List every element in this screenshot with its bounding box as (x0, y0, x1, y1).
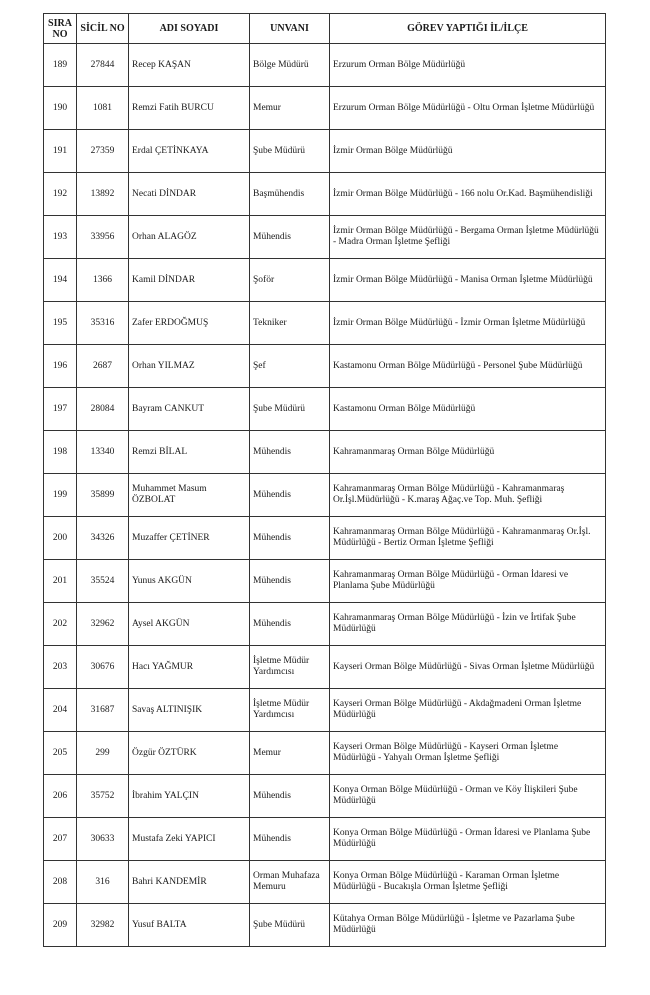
cell-adi-soyadi: Recep KAŞAN (129, 44, 250, 87)
cell-adi-soyadi: Bayram CANKUT (129, 388, 250, 431)
cell-sicil: 27359 (77, 130, 129, 173)
cell-sicil: 13892 (77, 173, 129, 216)
cell-adi-soyadi: Özgür ÖZTÜRK (129, 732, 250, 775)
cell-sira: 190 (44, 87, 77, 130)
cell-adi-soyadi: Remzi Fatih BURCU (129, 87, 250, 130)
cell-gorev: Kayseri Orman Bölge Müdürlüğü - Kayseri Orman İşletme Müdürlüğü - Yahyalı Orman İşletme Şefliği (330, 732, 606, 775)
cell-sira: 200 (44, 517, 77, 560)
cell-sicil: 316 (77, 861, 129, 904)
cell-gorev: Kastamonu Orman Bölge Müdürlüğü - Personel Şube Müdürlüğü (330, 345, 606, 388)
header-gorev: GÖREV YAPTIĞI İL/İLÇE (330, 14, 606, 44)
cell-unvani: Mühendis (250, 775, 330, 818)
cell-gorev: İzmir Orman Bölge Müdürlüğü - Bergama Orman İşletme Müdürlüğü - Madra Orman İşletme Şefliği (330, 216, 606, 259)
table-row (44, 259, 606, 302)
cell-gorev: Kayseri Orman Bölge Müdürlüğü - Sivas Orman İşletme Müdürlüğü (330, 646, 606, 689)
header-unvani: UNVANI (250, 14, 330, 44)
cell-sicil: 30676 (77, 646, 129, 689)
cell-gorev: Kastamonu Orman Bölge Müdürlüğü (330, 388, 606, 431)
cell-sira: 199 (44, 474, 77, 517)
cell-adi-soyadi: Muzaffer ÇETİNER (129, 517, 250, 560)
cell-sira: 205 (44, 732, 77, 775)
cell-unvani: Şube Müdürü (250, 904, 330, 947)
cell-sicil: 2687 (77, 345, 129, 388)
cell-adi-soyadi: Yusuf BALTA (129, 904, 250, 947)
cell-gorev: Kahramanmaraş Orman Bölge Müdürlüğü - Kahramanmaraş Or.İşl. Müdürlüğü - Bertiz Orman İşletme Şefliği (330, 517, 606, 560)
table-row (44, 388, 606, 431)
cell-gorev: İzmir Orman Bölge Müdürlüğü - Manisa Orman İşletme Müdürlüğü (330, 259, 606, 302)
cell-adi-soyadi: Muhammet Masum ÖZBOLAT (129, 474, 250, 517)
cell-unvani: İşletme Müdür Yardımcısı (250, 646, 330, 689)
cell-sicil: 30633 (77, 818, 129, 861)
cell-sira: 207 (44, 818, 77, 861)
table-row (44, 689, 606, 732)
cell-sicil: 28084 (77, 388, 129, 431)
cell-gorev: İzmir Orman Bölge Müdürlüğü - 166 nolu Or.Kad. Başmühendisliği (330, 173, 606, 216)
cell-adi-soyadi: Yunus AKGÜN (129, 560, 250, 603)
table-row (44, 87, 606, 130)
cell-sicil: 35524 (77, 560, 129, 603)
cell-sira: 201 (44, 560, 77, 603)
table-row (44, 861, 606, 904)
table-row (44, 646, 606, 689)
cell-adi-soyadi: Zafer ERDOĞMUŞ (129, 302, 250, 345)
cell-sira: 206 (44, 775, 77, 818)
table-row (44, 775, 606, 818)
table-row (44, 560, 606, 603)
table-row (44, 345, 606, 388)
cell-unvani: Şoför (250, 259, 330, 302)
cell-sira: 209 (44, 904, 77, 947)
cell-sicil: 1081 (77, 87, 129, 130)
table-row (44, 603, 606, 646)
cell-sicil: 27844 (77, 44, 129, 87)
cell-gorev: Kütahya Orman Bölge Müdürlüğü - İşletme ve Pazarlama Şube Müdürlüğü (330, 904, 606, 947)
cell-gorev: Kayseri Orman Bölge Müdürlüğü - Akdağmadeni Orman İşletme Müdürlüğü (330, 689, 606, 732)
cell-unvani: İşletme Müdür Yardımcısı (250, 689, 330, 732)
cell-sicil: 32982 (77, 904, 129, 947)
cell-adi-soyadi: Necati DİNDAR (129, 173, 250, 216)
cell-adi-soyadi: Hacı YAĞMUR (129, 646, 250, 689)
cell-sira: 197 (44, 388, 77, 431)
cell-sira: 193 (44, 216, 77, 259)
table-row (44, 431, 606, 474)
header-sira: SIRA NO (44, 14, 77, 44)
cell-sira: 191 (44, 130, 77, 173)
cell-unvani: Bölge Müdürü (250, 44, 330, 87)
cell-sicil: 35752 (77, 775, 129, 818)
cell-sicil: 33956 (77, 216, 129, 259)
table-row (44, 302, 606, 345)
table-row (44, 130, 606, 173)
table-row (44, 818, 606, 861)
cell-adi-soyadi: Orhan YILMAZ (129, 345, 250, 388)
cell-adi-soyadi: Savaş ALTINIŞIK (129, 689, 250, 732)
cell-sira: 189 (44, 44, 77, 87)
cell-unvani: Başmühendis (250, 173, 330, 216)
cell-sira: 195 (44, 302, 77, 345)
cell-unvani: Tekniker (250, 302, 330, 345)
cell-sira: 196 (44, 345, 77, 388)
cell-gorev: Konya Orman Bölge Müdürlüğü - Karaman Orman İşletme Müdürlüğü - Bucakışla Orman İşletme Şefliği (330, 861, 606, 904)
cell-unvani: Mühendis (250, 603, 330, 646)
table-row (44, 904, 606, 947)
table-body (44, 44, 606, 947)
table-row (44, 173, 606, 216)
cell-sira: 208 (44, 861, 77, 904)
cell-gorev: Konya Orman Bölge Müdürlüğü - Orman İdaresi ve Planlama Şube Müdürlüğü (330, 818, 606, 861)
cell-adi-soyadi: İbrahim YALÇIN (129, 775, 250, 818)
cell-unvani: Mühendis (250, 560, 330, 603)
personnel-table (43, 13, 606, 947)
cell-unvani: Mühendis (250, 474, 330, 517)
table-row (44, 732, 606, 775)
cell-gorev: Erzurum Orman Bölge Müdürlüğü - Oltu Orman İşletme Müdürlüğü (330, 87, 606, 130)
cell-sira: 204 (44, 689, 77, 732)
cell-adi-soyadi: Aysel AKGÜN (129, 603, 250, 646)
cell-unvani: Mühendis (250, 517, 330, 560)
table-row (44, 44, 606, 87)
cell-gorev: Kahramanmaraş Orman Bölge Müdürlüğü (330, 431, 606, 474)
cell-unvani: Mühendis (250, 818, 330, 861)
cell-unvani: Memur (250, 87, 330, 130)
table-header (44, 14, 606, 44)
cell-adi-soyadi: Remzi BİLAL (129, 431, 250, 474)
table-row (44, 474, 606, 517)
cell-sicil: 35899 (77, 474, 129, 517)
cell-gorev: İzmir Orman Bölge Müdürlüğü (330, 130, 606, 173)
cell-sira: 203 (44, 646, 77, 689)
cell-unvani: Şef (250, 345, 330, 388)
cell-sira: 192 (44, 173, 77, 216)
cell-gorev: Erzurum Orman Bölge Müdürlüğü (330, 44, 606, 87)
cell-unvani: Mühendis (250, 431, 330, 474)
header-sicil: SİCİL NO (77, 14, 129, 44)
cell-gorev: Kahramanmaraş Orman Bölge Müdürlüğü - Orman İdaresi ve Planlama Şube Müdürlüğü (330, 560, 606, 603)
cell-sira: 198 (44, 431, 77, 474)
cell-adi-soyadi: Erdal ÇETİNKAYA (129, 130, 250, 173)
cell-gorev: İzmir Orman Bölge Müdürlüğü - İzmir Orman İşletme Müdürlüğü (330, 302, 606, 345)
cell-adi-soyadi: Bahri KANDEMİR (129, 861, 250, 904)
cell-adi-soyadi: Orhan ALAGÖZ (129, 216, 250, 259)
cell-unvani: Mühendis (250, 216, 330, 259)
cell-sicil: 35316 (77, 302, 129, 345)
cell-sicil: 299 (77, 732, 129, 775)
header-adi-soyadi: ADI SOYADI (129, 14, 250, 44)
cell-gorev: Konya Orman Bölge Müdürlüğü - Orman ve Köy İlişkileri Şube Müdürlüğü (330, 775, 606, 818)
cell-sira: 202 (44, 603, 77, 646)
cell-unvani: Şube Müdürü (250, 388, 330, 431)
cell-sicil: 31687 (77, 689, 129, 732)
cell-gorev: Kahramanmaraş Orman Bölge Müdürlüğü - Kahramanmaraş Or.İşl.Müdürlüğü - K.maraş Ağaç.ve Top. Muh. Şefliği (330, 474, 606, 517)
cell-sicil: 13340 (77, 431, 129, 474)
table-row (44, 216, 606, 259)
personnel-list (43, 13, 605, 947)
cell-unvani: Orman Muhafaza Memuru (250, 861, 330, 904)
cell-unvani: Şube Müdürü (250, 130, 330, 173)
cell-unvani: Memur (250, 732, 330, 775)
cell-sicil: 1366 (77, 259, 129, 302)
table-row (44, 517, 606, 560)
cell-sicil: 34326 (77, 517, 129, 560)
cell-adi-soyadi: Kamil DİNDAR (129, 259, 250, 302)
cell-gorev: Kahramanmaraş Orman Bölge Müdürlüğü - İzin ve İrtifak Şube Müdürlüğü (330, 603, 606, 646)
cell-sira: 194 (44, 259, 77, 302)
cell-sicil: 32962 (77, 603, 129, 646)
cell-adi-soyadi: Mustafa Zeki YAPICI (129, 818, 250, 861)
